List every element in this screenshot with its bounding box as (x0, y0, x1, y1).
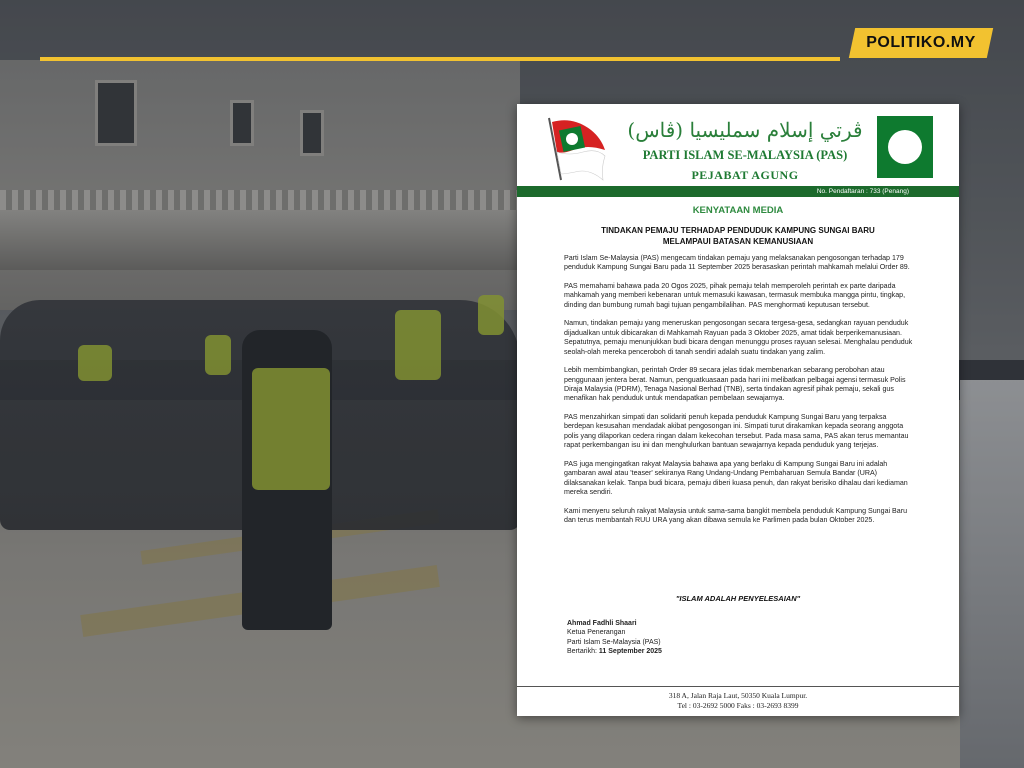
signatory-org: Parti Islam Se-Malaysia (PAS) (567, 638, 661, 646)
date-value: 11 September 2025 (598, 648, 662, 656)
office-name: PEJABAT AGUNG (691, 168, 799, 182)
press-statement-document (517, 104, 959, 716)
paragraph: Kami menyeru seluruh rakyat Malaysia untuk sama-sama bangkit membela penduduk Kampung Sungai Baru dan terus membantah RUU URA yang akan dibawa semula ke Parlimen pada bulan Oktober 2025. (564, 506, 908, 525)
accent-line (40, 57, 840, 61)
signatory-name: Ahmad Fadhli Shaari (567, 620, 637, 627)
signatory-title: Ketua Penerangan (567, 629, 626, 637)
paragraph: PAS menzahirkan simpati dan solidariti penuh kepada penduduk Kampung Sungai Baru yang terpaksa berdepan kesusahan mendadak akibat pengosongan ini. Simpati turut dirakamkan kepada seorang anggota polis yang dilaporkan cedera ringan dalam kekecohan tersebut. Pada masa sama, PAS akan terus memantau rapat perkembangan isu ini dan menghulurkan bantuan sewajarnya kepada penduduk yang terjejas. (564, 413, 909, 450)
statement-body (564, 254, 914, 535)
paragraph: Namun, tindakan pemaju yang meneruskan pengosongan secara tergesa-gesa, sedangkan rayuan penduduk dijadualkan untuk dibicarakan di Mahkamah Rayuan pada 3 Oktober 2025, amat tidak berperikemanusiaan. Sepatutnya, pemaju menunjukkan budi bicara dengan menunggu proses rayuan selesai. Menghalau penduduk seolah-olah mereka penceroboh di tanah sendiri adalah suatu tindakan yang zalim. (564, 319, 913, 356)
signature-block (567, 619, 662, 657)
pas-logo-icon (877, 116, 933, 178)
brand-badge (849, 28, 993, 58)
paragraph: Lebih membimbangkan, perintah Order 89 secara jelas tidak membenarkan sebarang perobohan atau penggunaan jentera berat. Namun, penguatkuasaan pada hari ini melibatkan pelbagai agensi termasuk Polis Diraja Malaysia (PDRM), Tenaga Nasional Berhad (TNB), serta tindakan agresif pihak pemaju, sekali gus menafikan hak penduduk untuk mendapatkan pembelaan sewajarnya. (564, 366, 906, 403)
statement-date (567, 647, 662, 656)
registration-bar (517, 186, 959, 197)
footer-address-block (517, 691, 959, 711)
paragraph: PAS juga mengingatkan rakyat Malaysia bahawa apa yang berlaku di Kampung Sungai Baru ini adalah gambaran awal atau 'teaser' sekiranya Rang Undang-Undang Pembaharuan Semula Bandar (URA) dilaksanakan kelak. Tanpa budi bicara, pemaju diberi kuasa penuh, dan rakyat berisiko dihalau dari kediaman mereka sendiri. (564, 459, 908, 497)
statement-headline (557, 225, 919, 247)
paragraph: PAS memahami bahawa pada 20 Ogos 2025, pihak pemaju telah memperoleh perintah ex parte daripada mahkamah yang memberi kebenaran untuk memasuki kawasan, termasuk membuka mangga pintu, tingkap, dinding dan bumbung rumah bagi tujuan pengambilalihan. PAS menghormati keputusan tersebut. (564, 282, 906, 309)
date-label: Bertarikh: (567, 648, 599, 656)
pas-flag-icon (543, 116, 613, 182)
party-name: PARTI ISLAM SE-MALAYSIA (PAS) (642, 148, 848, 162)
party-name-jawi: ڤرتي إسلام سمليسيا (ڤاس) (627, 118, 863, 142)
brand-name: POLITIKO.MY (866, 34, 976, 51)
registration-number: No. Pendaftaran : 733 (Penang) (816, 188, 909, 195)
footer-divider (517, 686, 959, 687)
office-address: 318 A, Jalan Raja Laut, 50350 Kuala Lumpur. (668, 691, 808, 700)
slogan: "ISLAM ADALAH PENYELESAIAN" (675, 594, 801, 603)
paragraph: Parti Islam Se-Malaysia (PAS) mengecam tindakan pemaju yang melaksanakan pengosongan terhadap 179 penduduk Kampung Sungai Baru pada 11 September 2025 berasaskan perintah mahkamah melalui Order 89. (564, 254, 910, 272)
headline-line-1: TINDAKAN PEMAJU TERHADAP PENDUDUK KAMPUNG SUNGAI BARU (601, 226, 875, 235)
office-contact: Tel : 03-2692 5000 Faks : 03-2693 8399 (677, 701, 799, 710)
headline-line-2: MELAMPAUI BATASAN KEMANUSIAAN (662, 237, 814, 246)
statement-label: KENYATAAN MEDIA (692, 205, 784, 216)
